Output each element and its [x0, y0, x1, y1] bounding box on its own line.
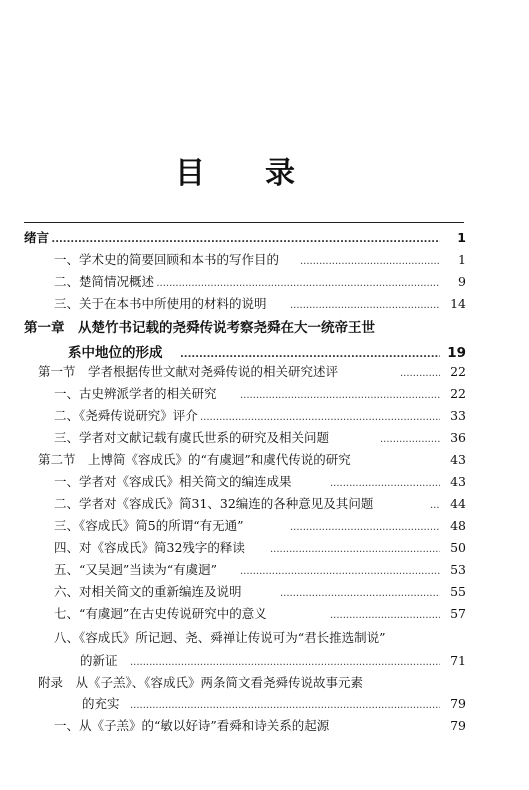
toc-entry[interactable]: [0, 515, 529, 537]
title-divider: [24, 222, 464, 223]
toc-entry[interactable]: [0, 271, 529, 293]
toc-entry[interactable]: [0, 227, 529, 249]
dot-leader: [280, 581, 440, 603]
toc-entry-page: 55: [440, 581, 466, 603]
toc-entry-title: 一、学者对《容成氏》相关简文的编连成果: [54, 471, 295, 493]
toc-entry[interactable]: [0, 427, 529, 449]
toc-entry[interactable]: [0, 627, 529, 649]
dot-leader: [380, 427, 440, 449]
toc-entry-title: 五、“又吴迥”当读为“有虞迥”: [54, 559, 220, 581]
dot-leader: [400, 361, 440, 383]
toc-section-entry[interactable]: [0, 361, 529, 383]
toc-entry-title: 三、《容成氏》简5的所谓“有无通”: [54, 515, 246, 537]
toc-entry[interactable]: [0, 603, 529, 625]
toc-entry-title: 二、学者对《容成氏》简31、32编连的各种意见及其问题: [54, 493, 376, 515]
toc-entry-page: 79: [440, 693, 466, 715]
toc-entry[interactable]: [0, 383, 529, 405]
dot-leader: [130, 693, 440, 715]
toc-entry-page: 14: [440, 293, 466, 315]
toc-entry[interactable]: [0, 581, 529, 603]
toc-entry-title: 一、从《子羔》的“敏以好诗”看舜和诗关系的起源: [54, 715, 332, 737]
toc-entry[interactable]: [0, 559, 529, 581]
toc-entry-title: 第一节 学者根据传世文献对尧舜传说的相关研究述评: [38, 361, 341, 383]
toc-entry[interactable]: [0, 293, 529, 315]
dot-leader: [430, 493, 440, 515]
toc-entry[interactable]: [0, 537, 529, 559]
toc-entry[interactable]: [0, 493, 529, 515]
toc-entry-title: 三、关于在本书中所使用的材料的说明: [54, 293, 270, 315]
toc-entry-title: 一、古史辨派学者的相关研究: [54, 383, 220, 405]
toc-entry-page: 44: [440, 493, 466, 515]
toc-entry-title: 一、学术史的简要回顾和本书的写作目的: [54, 249, 282, 271]
toc-entry-title: 绪言: [24, 227, 52, 249]
toc-entry-page: 79: [440, 715, 466, 737]
toc-entry-title: 的新证: [80, 650, 121, 672]
dot-leader: [270, 537, 440, 559]
toc-entry-page: 9: [440, 271, 466, 293]
toc-entry-page: 48: [440, 515, 466, 537]
toc-entry-page: 1: [440, 249, 466, 271]
toc-entry-title: 六、对相关简文的重新编连及说明: [54, 581, 245, 603]
dot-leader: [40, 227, 440, 249]
dot-leader: [150, 271, 440, 293]
toc-entry-title: 附录 从《子羔》、《容成氏》两条简文看尧舜传说故事元素: [38, 672, 366, 694]
toc-entry-title: 八、《容成氏》所记迵、尧、舜禅让传说可为“君长推选制说”: [54, 627, 389, 649]
toc-entry-title: 第一章 从楚竹书记载的尧舜传说考察尧舜在大一统帝王世: [24, 317, 378, 339]
toc-title-char-2: 录: [265, 156, 295, 191]
dot-leader: [330, 603, 440, 625]
toc-section-entry[interactable]: [0, 449, 529, 471]
toc-entry-page: 71: [440, 650, 466, 672]
dot-leader: [290, 293, 440, 315]
toc-entry-page: 36: [440, 427, 466, 449]
dot-leader: [330, 471, 440, 493]
toc-entry[interactable]: [0, 471, 529, 493]
toc-entry-title: 四、对《容成氏》简32残字的释读: [54, 537, 248, 559]
dot-leader: [240, 383, 440, 405]
toc-entry-title: 二、《尧舜传说研究》评介: [54, 405, 201, 427]
dot-leader: [200, 405, 440, 427]
toc-entry-title: 系中地位的形成: [68, 342, 166, 364]
toc-entry-page: 33: [440, 405, 466, 427]
toc-entry-title: 第二节 上博简《容成氏》的“有虞迵”和虞代传说的研究: [38, 449, 354, 471]
toc-entry-title: 七、“有虞迵”在古史传说研究中的意义: [54, 603, 270, 625]
toc-entry-page: 19: [440, 342, 466, 364]
toc-chapter-entry[interactable]: [0, 317, 529, 339]
toc-entry-title: 的充实: [82, 693, 123, 715]
dot-leader: [290, 515, 440, 537]
toc-entry-cont[interactable]: [0, 650, 529, 672]
toc-entry-page: 22: [440, 361, 466, 383]
toc-entry-title: 二、楚简情况概述: [54, 271, 157, 293]
toc-entry-page: 1: [440, 227, 466, 249]
toc-entry-page: 22: [440, 383, 466, 405]
dot-leader: [300, 249, 440, 271]
toc-entry-page: 57: [440, 603, 466, 625]
toc-entry-page: 53: [440, 559, 466, 581]
toc-entry[interactable]: [0, 715, 529, 737]
toc-entry[interactable]: [0, 249, 529, 271]
toc-entry-page: 43: [440, 471, 466, 493]
toc-appendix-entry-cont[interactable]: [0, 693, 529, 715]
toc-title-char-1: 目: [175, 156, 205, 191]
toc-entry-page: 50: [440, 537, 466, 559]
dot-leader: [130, 650, 440, 672]
toc-entry-title: 三、学者对文献记载有虞氏世系的研究及相关问题: [54, 427, 332, 449]
toc-entry-page: 43: [440, 449, 466, 471]
dot-leader: [240, 559, 440, 581]
toc-entry[interactable]: [0, 405, 529, 427]
toc-appendix-entry[interactable]: [0, 672, 529, 694]
